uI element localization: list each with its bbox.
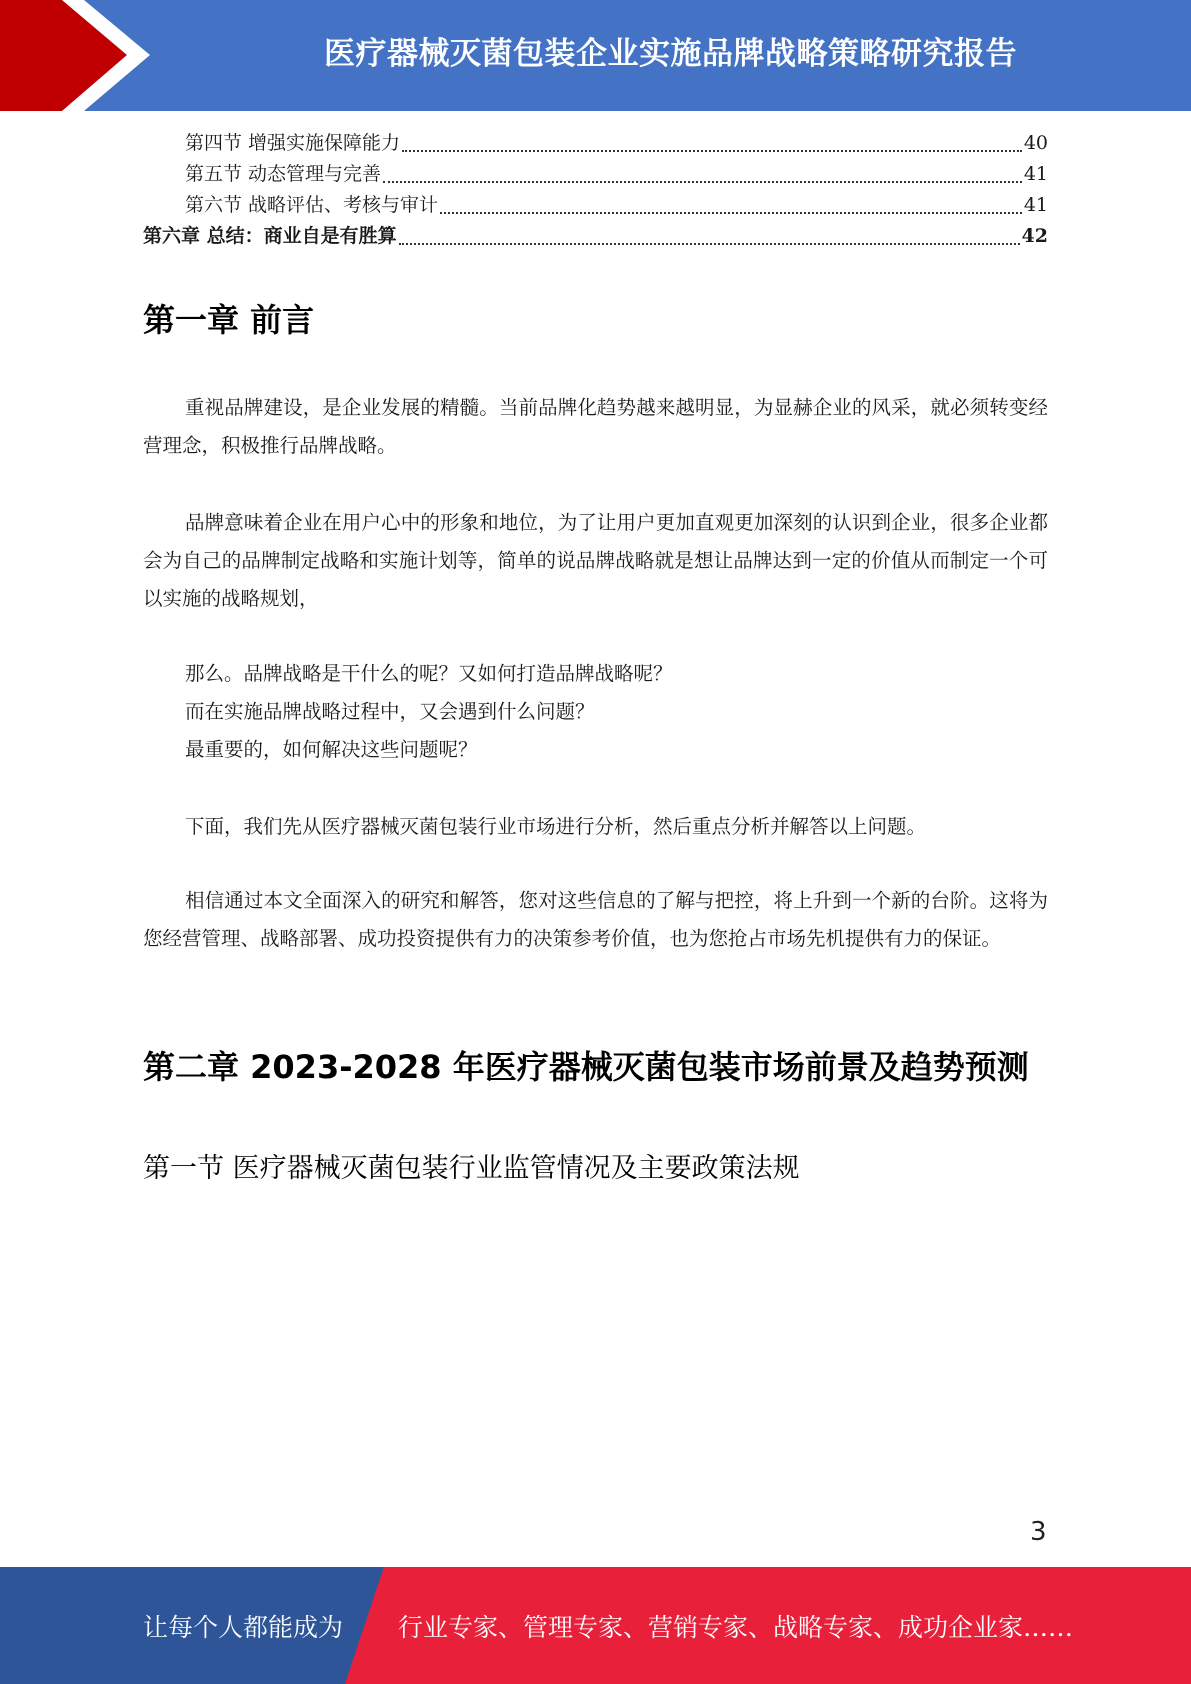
toc-leader-dots	[383, 181, 1022, 183]
table-of-contents	[143, 128, 1048, 252]
footer-slogan-left: 让每个人都能成为	[143, 1612, 344, 1642]
toc-leader-dots	[402, 150, 1022, 152]
footer-slogan-right: 行业专家、管理专家、营销专家、战略专家、成功企业家……	[398, 1612, 1074, 1642]
question-line: 最重要的，如何解决这些问题呢？	[185, 738, 478, 761]
toc-entry-page: 40	[1023, 132, 1048, 154]
toc-entry-chapter[interactable]	[143, 221, 1048, 252]
toc-entry[interactable]	[143, 128, 1048, 159]
toc-entry-page: 42	[1021, 225, 1048, 247]
footer-banner	[0, 1567, 1191, 1684]
toc-leader-dots	[440, 212, 1022, 214]
toc-entry-label: 第六章 总结：商业自是有胜算	[143, 225, 397, 247]
toc-entry-label: 第五节 动态管理与完善	[185, 163, 382, 185]
question-line: 那么。品牌战略是干什么的呢？又如何打造品牌战略呢？	[185, 662, 673, 685]
header-banner	[0, 0, 1191, 111]
body-paragraph: 下面，我们先从医疗器械灭菌包装行业市场进行分析，然后重点分析并解答以上问题。	[185, 815, 927, 838]
page-number: 3	[1030, 1517, 1047, 1547]
toc-entry-label: 第四节 增强实施保障能力	[185, 132, 401, 154]
toc-entry-page: 41	[1023, 163, 1048, 185]
toc-entry[interactable]	[143, 159, 1048, 190]
body-paragraph: 品牌意味着企业在用户心中的形象和地位，为了让用户更加直观更加深刻的认识到企业，很多企业都会为自己的品牌制定战略和实施计划等，简单的说品牌战略就是想让品牌达到一定的价值从而制定一个可以实施的战略规划，	[143, 511, 1048, 610]
toc-entry-label: 第六节 战略评估、考核与审计	[185, 194, 439, 216]
chapter-2-heading: 第二章 2023-2028 年医疗器械灭菌包装市场前景及趋势预测	[143, 1048, 1029, 1086]
chapter-1-heading: 第一章 前言	[143, 301, 315, 339]
question-line: 而在实施品牌战略过程中，又会遇到什么问题？	[185, 700, 595, 723]
toc-entry[interactable]	[143, 190, 1048, 221]
section-1-heading: 第一节 医疗器械灭菌包装行业监管情况及主要政策法规	[143, 1153, 800, 1184]
body-paragraph: 重视品牌建设，是企业发展的精髓。当前品牌化趋势越来越明显，为显赫企业的风采，就必须转变经营理念，积极推行品牌战略。	[143, 396, 1048, 457]
header-title: 医疗器械灭菌包装企业实施品牌战略策略研究报告	[324, 35, 1017, 72]
toc-entry-page: 41	[1023, 194, 1048, 216]
body-paragraph: 相信通过本文全面深入的研究和解答，您对这些信息的了解与把控，将上升到一个新的台阶。这将为您经营管理、战略部署、成功投资提供有力的决策参考价值，也为您抢占市场先机提供有力的保证。	[143, 889, 1048, 950]
toc-leader-dots	[399, 243, 1020, 245]
